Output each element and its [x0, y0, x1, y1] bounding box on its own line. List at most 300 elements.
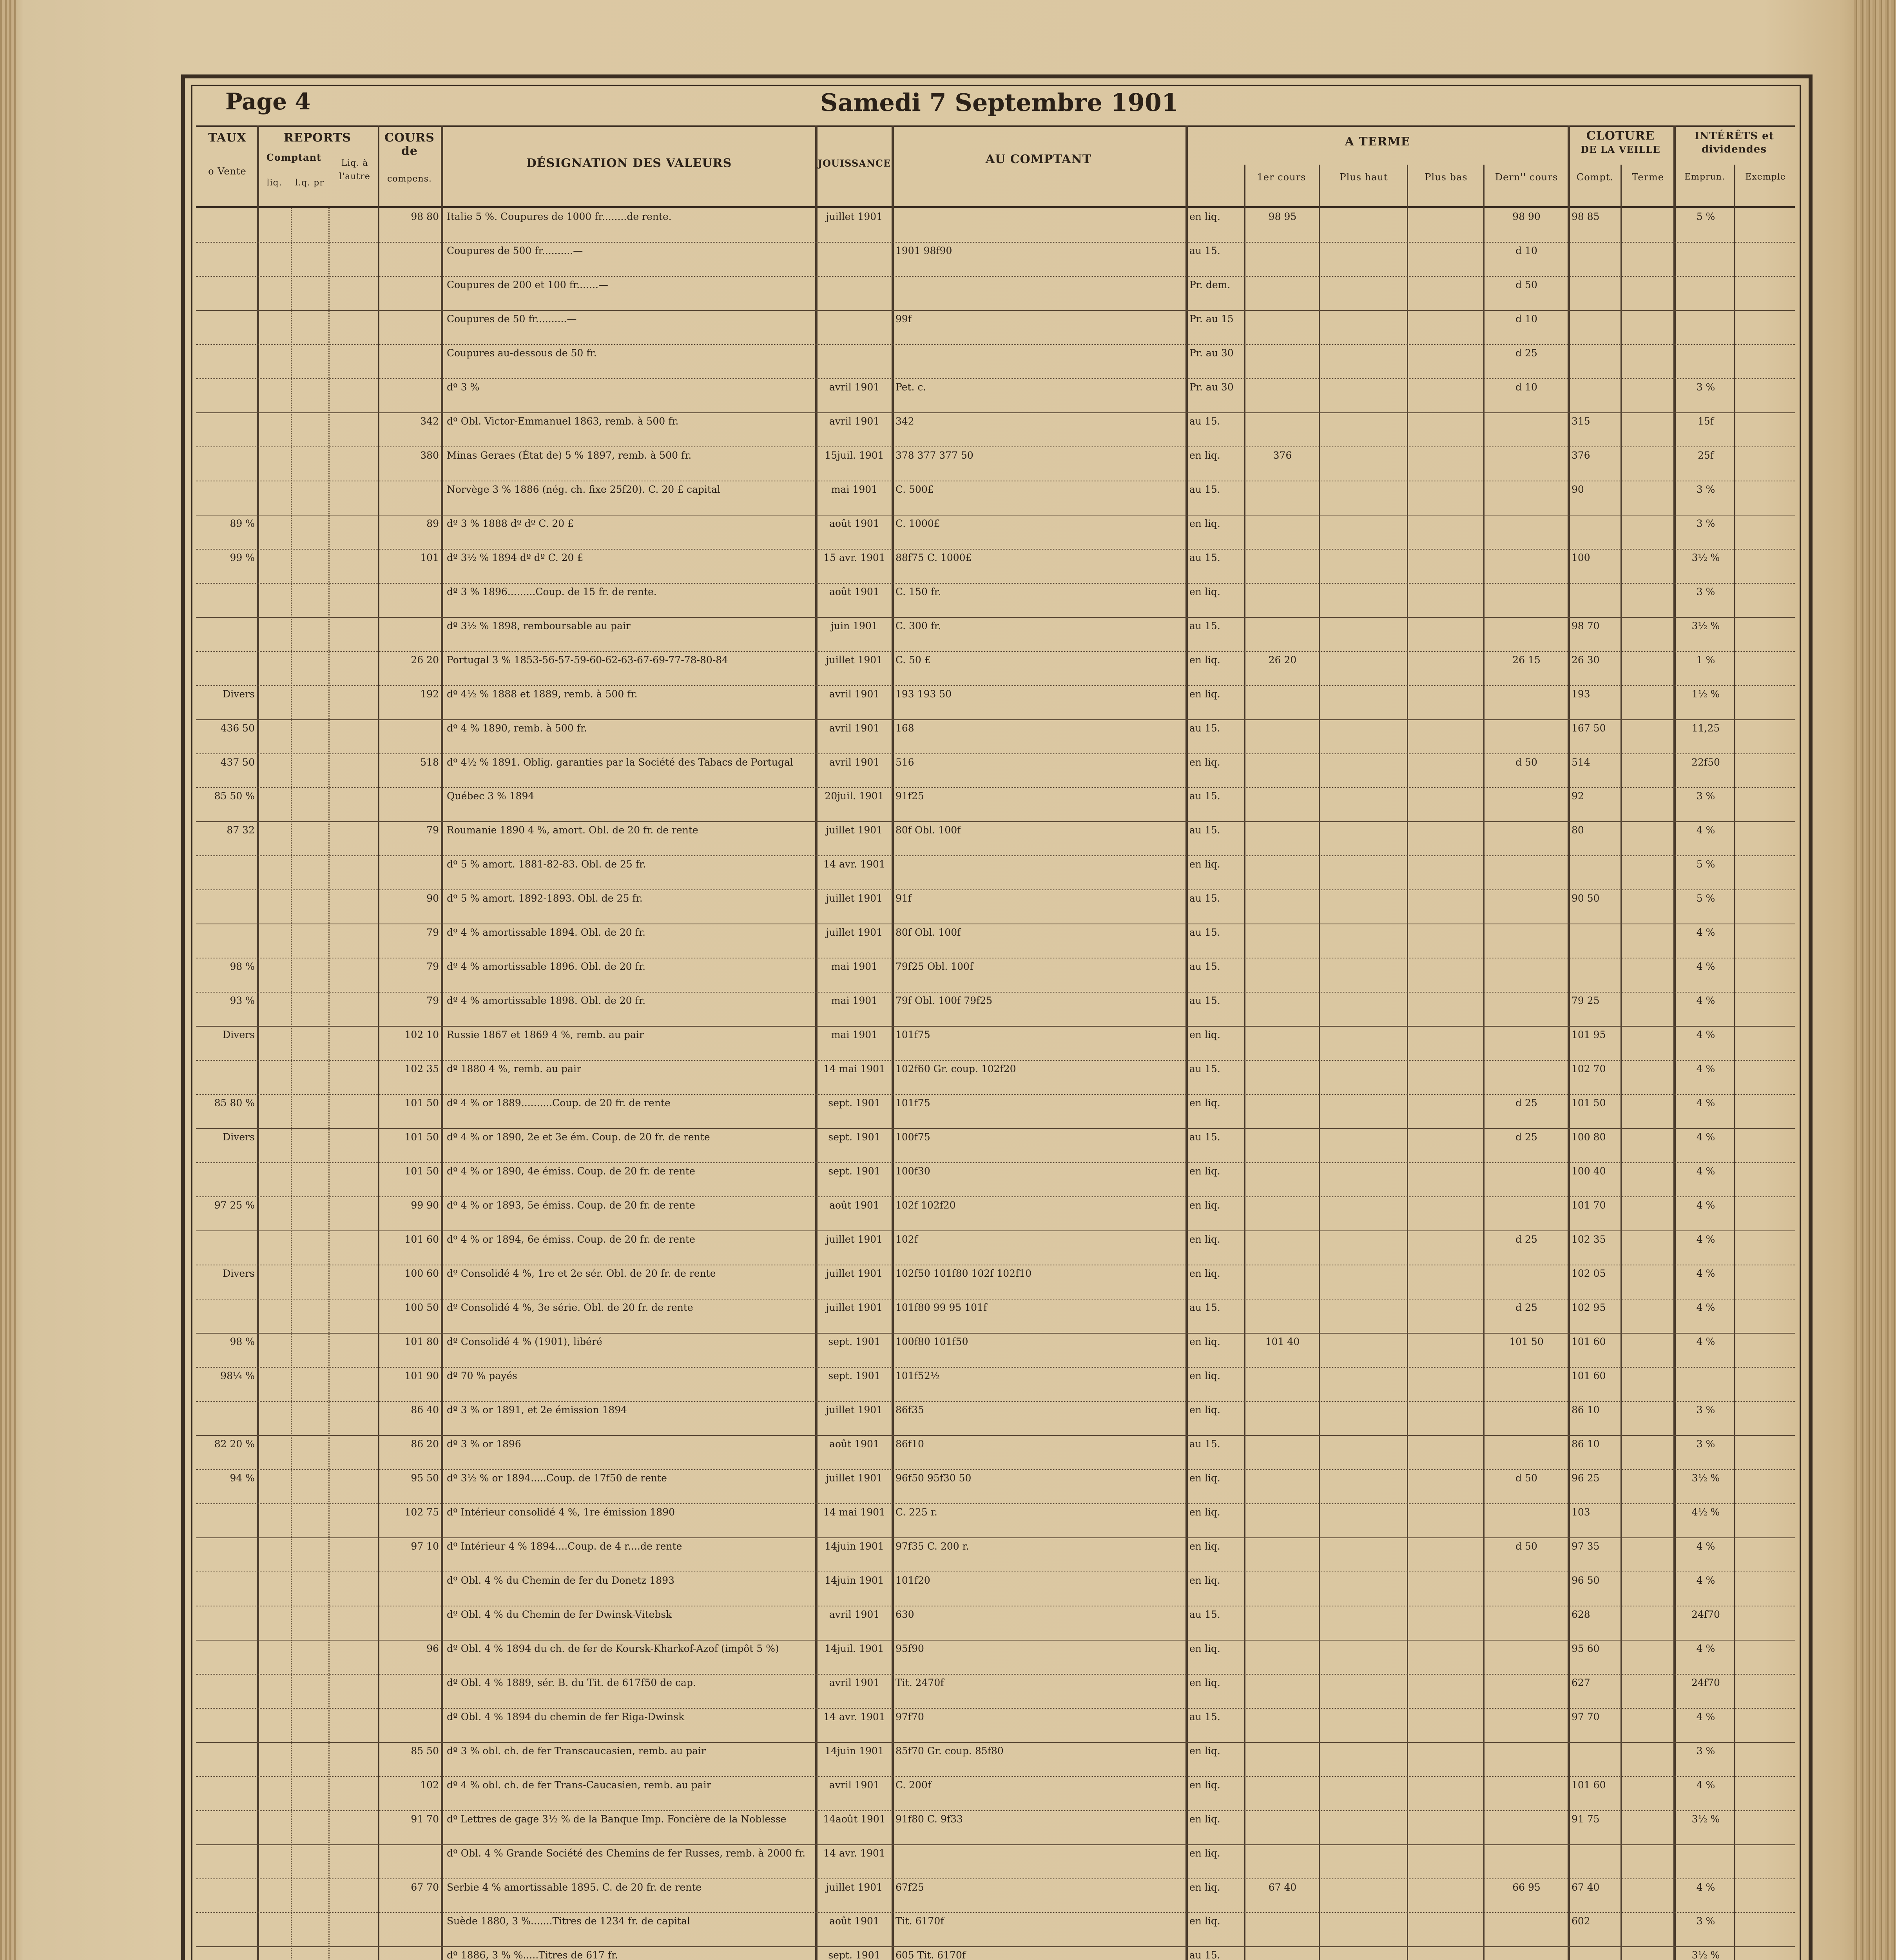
cell-cours: 192 [420, 688, 439, 700]
cell-interet: 4 % [1696, 1234, 1715, 1245]
cell-cloture: 95 60 [1572, 1643, 1600, 1654]
cell-comptant: C. 500£ [895, 484, 934, 495]
cell-interet: 4 % [1696, 1097, 1715, 1109]
cell-taux: 98 % [230, 961, 255, 972]
table-row [196, 1677, 1795, 1711]
cell-comptant: 101f75 [895, 1097, 930, 1109]
cell-premier: 67 40 [1268, 1882, 1297, 1893]
cell-taux: 436 50 [220, 722, 255, 734]
cell-comptant: 101f52½ [895, 1370, 940, 1381]
cell-dernier: d 50 [1515, 279, 1537, 290]
cell-jouissance: 20juil. 1901 [825, 790, 884, 802]
cell-jouissance: avril 1901 [829, 1779, 880, 1791]
row-divider [196, 651, 1795, 652]
cell-dernier: 26 15 [1512, 654, 1541, 666]
table-row [196, 858, 1795, 893]
cell-echeance: en liq. [1189, 1234, 1220, 1245]
cell-cloture: 101 50 [1572, 1097, 1606, 1109]
cell-echeance: au 15. [1189, 1609, 1220, 1620]
cell-echeance: en liq. [1189, 1779, 1220, 1791]
cell-jouissance: juin 1901 [831, 620, 878, 632]
cell-echeance: au 15. [1189, 1711, 1220, 1722]
cell-interet: 24f70 [1691, 1609, 1720, 1620]
cell-designation: dº 1886, 3 % %.....Titres de 617 fr. [447, 1949, 618, 1960]
col-liq-autre: Liq. à l'autre [339, 158, 370, 181]
cell-cours: 90 [426, 893, 439, 904]
cell-comptant: 630 [895, 1609, 914, 1620]
cell-designation: dº Obl. Victor-Emmanuel 1863, remb. à 500 fr. [447, 416, 679, 427]
cell-designation: Roumanie 1890 4 %, amort. Obl. de 20 fr. de rente [447, 824, 698, 836]
cell-echeance: en liq. [1189, 1847, 1220, 1859]
row-divider [196, 992, 1795, 993]
cell-jouissance: 14 avr. 1901 [823, 858, 885, 870]
cell-designation: Suède 1880, 3 %.......Titres de 1234 fr. de capital [447, 1915, 691, 1927]
cell-cours: 79 [426, 927, 439, 938]
cell-echeance: au 15. [1189, 995, 1220, 1006]
cell-cloture: 101 60 [1572, 1370, 1606, 1381]
cell-jouissance: juillet 1901 [826, 1234, 883, 1245]
cell-designation: dº 5 % amort. 1881-82-83. Obl. de 25 fr. [447, 858, 646, 870]
row-divider [196, 344, 1795, 345]
row-divider [196, 1878, 1795, 1879]
cell-designation: Coupures de 200 et 100 fr.......— [447, 279, 608, 290]
cell-cloture: 101 95 [1572, 1029, 1606, 1040]
cell-comptant: 80f Obl. 100f [895, 824, 961, 836]
col-comptant: Comptant [266, 152, 322, 163]
cell-cours: 342 [420, 416, 439, 427]
cell-echeance: en liq. [1189, 1745, 1220, 1757]
cell-comptant: C. 225 r. [895, 1506, 937, 1518]
cell-interet: 3 % [1696, 484, 1715, 495]
cell-interet: 4 % [1696, 1200, 1715, 1211]
cell-cloture: 26 30 [1572, 654, 1600, 666]
cell-designation: dº Consolidé 4 % (1901), libéré [447, 1336, 602, 1347]
cell-designation: Minas Geraes (État de) 5 % 1897, remb. à 500 fr. [447, 450, 692, 461]
row-divider [196, 1026, 1795, 1027]
table-row [196, 1404, 1795, 1438]
row-divider [196, 412, 1795, 413]
row-divider [196, 1844, 1795, 1845]
table-row [196, 1541, 1795, 1575]
cell-comptant: 88f75 C. 1000£ [895, 552, 972, 563]
cell-interet: 4 % [1696, 927, 1715, 938]
cell-cours: 102 75 [404, 1506, 439, 1518]
table-row [196, 1131, 1795, 1165]
table-row [196, 893, 1795, 927]
col-interets: INTÉRÊTS et dividendes [1694, 130, 1774, 155]
cell-jouissance: sept. 1901 [828, 1949, 881, 1960]
table-row [196, 1813, 1795, 1847]
cell-designation: dº Consolidé 4 %, 1re et 2e sér. Obl. de 20 fr. de rente [447, 1268, 716, 1279]
cell-echeance: en liq. [1189, 688, 1220, 700]
cell-cloture: 101 70 [1572, 1200, 1606, 1211]
table-row [196, 245, 1795, 279]
cell-taux: Divers [223, 1268, 255, 1279]
cell-jouissance: 14 mai 1901 [823, 1506, 885, 1518]
table-row [196, 586, 1795, 620]
cell-jouissance: 14juin 1901 [825, 1541, 884, 1552]
cell-designation: dº 4 % amortissable 1894. Obl. de 20 fr. [447, 927, 646, 938]
row-divider [196, 1776, 1795, 1777]
cell-cloture: 103 [1572, 1506, 1590, 1518]
cell-cloture: 100 80 [1572, 1131, 1606, 1143]
row-divider [196, 1230, 1795, 1231]
table-row [196, 1165, 1795, 1200]
cell-cloture: 102 70 [1572, 1063, 1606, 1074]
row-divider [196, 1367, 1795, 1368]
cell-cours: 102 [420, 1779, 439, 1791]
cell-designation: dº 3 % [447, 381, 480, 393]
cell-designation: dº Consolidé 4 %, 3e série. Obl. de 20 fr. de rente [447, 1302, 693, 1313]
col-terme: Terme [1632, 172, 1664, 183]
cell-designation: Coupures de 50 fr..........— [447, 313, 577, 325]
cell-echeance: en liq. [1189, 1268, 1220, 1279]
cell-comptant: 101f80 99 95 101f [895, 1302, 987, 1313]
cell-jouissance: juillet 1901 [826, 1472, 883, 1484]
table-row [196, 381, 1795, 416]
cell-taux: Divers [223, 688, 255, 700]
cell-cloture: 98 70 [1572, 620, 1600, 632]
cell-premier: 376 [1273, 450, 1292, 461]
cell-premier: 101 40 [1265, 1336, 1300, 1347]
cell-echeance: au 15. [1189, 1063, 1220, 1074]
cell-comptant: C. 200f [895, 1779, 932, 1791]
cell-jouissance: avril 1901 [829, 1677, 880, 1688]
cell-interet: 11,25 [1691, 722, 1720, 734]
table-row [196, 347, 1795, 381]
col-empruns: Emprun. [1684, 172, 1725, 182]
row-divider [196, 1912, 1795, 1913]
cell-designation: Italie 5 %. Coupures de 1000 fr........de rente. [447, 211, 672, 222]
table-row [196, 1370, 1795, 1404]
cell-interet: 3½ % [1691, 620, 1720, 632]
col-taux: TAUX [208, 131, 247, 145]
page-date: Samedi 7 Septembre 1901 [820, 88, 1179, 117]
row-divider [196, 242, 1795, 243]
table-row [196, 1882, 1795, 1916]
row-divider [196, 1469, 1795, 1470]
cell-comptant: 86f10 [895, 1438, 924, 1450]
cell-interet: 1½ % [1691, 688, 1720, 700]
cell-echeance: en liq. [1189, 1200, 1220, 1211]
cell-dernier: d 10 [1515, 381, 1537, 393]
cell-designation: dº Intérieur consolidé 4 %, 1re émission 1890 [447, 1506, 675, 1518]
cell-designation: Serbie 4 % amortissable 1895. C. de 20 fr. de rente [447, 1882, 702, 1893]
row-divider [196, 1196, 1795, 1197]
cell-comptant: 378 377 377 50 [895, 450, 973, 461]
cell-echeance: en liq. [1189, 1643, 1220, 1654]
cell-designation: dº Obl. 4 % du Chemin de fer Dwinsk-Vitebsk [447, 1609, 672, 1620]
table-row [196, 1302, 1795, 1336]
cell-jouissance: sept. 1901 [828, 1336, 881, 1347]
cell-interet: 3 % [1696, 1404, 1715, 1416]
row-divider [196, 1401, 1795, 1402]
col-reports: REPORTS [284, 131, 351, 145]
cell-comptant: 79f Obl. 100f 79f25 [895, 995, 993, 1006]
row-divider [196, 1162, 1795, 1163]
cell-echeance: en liq. [1189, 1677, 1220, 1688]
cell-jouissance: 14juin 1901 [825, 1745, 884, 1757]
row-divider [196, 1810, 1795, 1811]
cell-interet: 4 % [1696, 1541, 1715, 1552]
cell-interet: 25f [1697, 450, 1714, 461]
cell-cloture: 91 75 [1572, 1813, 1600, 1825]
cell-cours: 101 80 [404, 1336, 439, 1347]
cell-jouissance: sept. 1901 [828, 1165, 881, 1177]
cell-cloture: 193 [1572, 688, 1590, 700]
cell-echeance: en liq. [1189, 858, 1220, 870]
cell-jouissance: juillet 1901 [826, 893, 883, 904]
table-row [196, 961, 1795, 995]
cell-cours: 86 40 [411, 1404, 439, 1416]
cell-designation: dº 4 % amortissable 1896. Obl. de 20 fr. [447, 961, 646, 972]
cell-jouissance: 14 mai 1901 [823, 1063, 885, 1074]
cell-cloture: 97 35 [1572, 1541, 1600, 1552]
cell-designation: dº Obl. 4 % 1894 du chemin de fer Riga-Dwinsk [447, 1711, 685, 1722]
cell-echeance: en liq. [1189, 1575, 1220, 1586]
cell-comptant: 102f50 101f80 102f 102f10 [895, 1268, 1032, 1279]
cell-comptant: 80f Obl. 100f [895, 927, 961, 938]
cell-jouissance: 14 avr. 1901 [823, 1847, 885, 1859]
cell-designation: Québec 3 % 1894 [447, 790, 535, 802]
cell-jouissance: 15 avr. 1901 [823, 552, 885, 563]
cell-interet: 4 % [1696, 1882, 1715, 1893]
table-row [196, 1063, 1795, 1097]
cell-designation: dº 3½ % or 1894.....Coup. de 17f50 de rente [447, 1472, 667, 1484]
row-divider [196, 1503, 1795, 1504]
table-row [196, 1847, 1795, 1882]
cell-echeance: au 15. [1189, 893, 1220, 904]
cell-designation: dº 3 % 1896.........Coup. de 15 fr. de rente. [447, 586, 657, 597]
cell-jouissance: 14juin 1901 [825, 1575, 884, 1586]
book-binding [1854, 0, 1896, 1960]
cell-echeance: en liq. [1189, 211, 1220, 222]
cell-cloture: 602 [1572, 1915, 1590, 1927]
cell-echeance: au 15. [1189, 245, 1220, 256]
cell-cours: 26 20 [411, 654, 439, 666]
cell-cours: 100 60 [404, 1268, 439, 1279]
cell-dernier: d 25 [1515, 1302, 1537, 1313]
cell-jouissance: mai 1901 [831, 961, 878, 972]
table-row [196, 1609, 1795, 1643]
cell-comptant: 102f [895, 1234, 918, 1245]
cell-cloture: 80 [1572, 824, 1584, 836]
table-row [196, 790, 1795, 824]
table-row [196, 1268, 1795, 1302]
cell-cloture: 92 [1572, 790, 1584, 802]
cell-dernier: d 25 [1515, 1097, 1537, 1109]
cell-cours: 67 70 [411, 1882, 439, 1893]
table-row [196, 1506, 1795, 1541]
cell-comptant: 102f 102f20 [895, 1200, 956, 1211]
cell-interet: 3½ % [1691, 1472, 1720, 1484]
col-liq: liq. [266, 178, 282, 188]
cell-jouissance: août 1901 [829, 1438, 879, 1450]
cell-jouissance: avril 1901 [829, 381, 880, 393]
cell-jouissance: 15juil. 1901 [825, 450, 884, 461]
cell-designation: dº 4 % or 1889..........Coup. de 20 fr. de rente [447, 1097, 671, 1109]
cell-taux: 98¼ % [220, 1370, 255, 1381]
col-cours: COURS de [384, 131, 435, 158]
cell-cloture: 376 [1572, 450, 1590, 461]
cell-cours: 101 60 [404, 1234, 439, 1245]
cell-cours: 85 50 [411, 1745, 439, 1757]
cell-interet: 3 % [1696, 790, 1715, 802]
cell-jouissance: avril 1901 [829, 416, 880, 427]
cell-taux: 85 80 % [214, 1097, 255, 1109]
cell-cours: 89 [426, 518, 439, 529]
row-divider [196, 1708, 1795, 1709]
cell-taux: 93 % [230, 995, 255, 1006]
table-row [196, 1097, 1795, 1131]
cell-cloture: 96 50 [1572, 1575, 1600, 1586]
cell-cloture: 100 [1572, 552, 1590, 563]
cell-cloture: 86 10 [1572, 1404, 1600, 1416]
cell-cloture: 100 40 [1572, 1165, 1606, 1177]
cell-jouissance: juillet 1901 [826, 211, 883, 222]
cell-taux: 89 % [230, 518, 255, 529]
cell-cours: 101 50 [404, 1165, 439, 1177]
row-divider [196, 1060, 1795, 1061]
table-row [196, 450, 1795, 484]
cell-cloture: 102 05 [1572, 1268, 1606, 1279]
cell-interet: 1 % [1696, 654, 1715, 666]
cell-echeance: en liq. [1189, 1813, 1220, 1825]
cell-designation: dº Obl. 4 % 1894 du ch. de fer de Koursk-Kharkof-Azof (impôt 5 %) [447, 1643, 779, 1654]
cell-cloture: 102 95 [1572, 1302, 1606, 1313]
cell-echeance: au 15. [1189, 484, 1220, 495]
cell-cloture: 102 35 [1572, 1234, 1606, 1245]
cell-interet: 4 % [1696, 1131, 1715, 1143]
cell-dernier: d 10 [1515, 313, 1537, 325]
cell-interet: 24f70 [1691, 1677, 1720, 1688]
cell-echeance: au 15. [1189, 961, 1220, 972]
row-divider [196, 583, 1795, 584]
cell-comptant: C. 50 £ [895, 654, 931, 666]
table-row [196, 211, 1795, 245]
cell-echeance: en liq. [1189, 1165, 1220, 1177]
cell-interet: 3 % [1696, 1438, 1715, 1450]
cell-comptant: 1901 98f90 [895, 245, 952, 256]
cell-echeance: au 15. [1189, 620, 1220, 632]
table-row [196, 416, 1795, 450]
cell-jouissance: juillet 1901 [826, 1268, 883, 1279]
cell-cloture: 167 50 [1572, 722, 1606, 734]
cell-jouissance: sept. 1901 [828, 1131, 881, 1143]
cell-designation: dº Lettres de gage 3½ % de la Banque Imp. Foncière de la Noblesse [447, 1813, 787, 1825]
cell-dernier: d 10 [1515, 245, 1537, 256]
cell-cours: 100 50 [404, 1302, 439, 1313]
cell-comptant: Pet. c. [895, 381, 926, 393]
cell-comptant: 96f50 95f30 50 [895, 1472, 972, 1484]
cell-cloture: 90 50 [1572, 893, 1600, 904]
cell-cours: 101 50 [404, 1097, 439, 1109]
cell-jouissance: juillet 1901 [826, 1302, 883, 1313]
cell-dernier: d 25 [1515, 1131, 1537, 1143]
cell-comptant: 193 193 50 [895, 688, 952, 700]
cell-premier: 98 95 [1268, 211, 1297, 222]
table-row [196, 824, 1795, 858]
table-row [196, 1200, 1795, 1234]
cell-designation: dº Obl. 4 % 1889, sér. B. du Tit. de 617f50 de cap. [447, 1677, 696, 1688]
cell-comptant: 79f25 Obl. 100f [895, 961, 973, 972]
row-divider [196, 753, 1795, 754]
cell-comptant: 516 [895, 757, 914, 768]
table-row [196, 1745, 1795, 1779]
cell-cloture: 628 [1572, 1609, 1590, 1620]
cell-echeance: en liq. [1189, 1506, 1220, 1518]
cell-cloture: 96 25 [1572, 1472, 1600, 1484]
cell-jouissance: avril 1901 [829, 688, 880, 700]
cell-comptant: Tit. 6170f [895, 1915, 944, 1927]
cell-jouissance: juillet 1901 [826, 654, 883, 666]
cell-interet: 15f [1697, 416, 1714, 427]
cell-interet: 3 % [1696, 518, 1715, 529]
cell-designation: dº 4 % or 1890, 4e émiss. Coup. de 20 fr. de rente [447, 1165, 695, 1177]
row-divider [196, 685, 1795, 686]
cell-interet: 4 % [1696, 1165, 1715, 1177]
table-row [196, 757, 1795, 791]
cell-comptant: 97f70 [895, 1711, 924, 1722]
cell-designation: dº 4 % or 1894, 6e émiss. Coup. de 20 fr. de rente [447, 1234, 695, 1245]
cell-echeance: au 15. [1189, 824, 1220, 836]
cell-cloture: 98 85 [1572, 211, 1600, 222]
cell-designation: Coupures au-dessous de 50 fr. [447, 347, 597, 359]
cell-comptant: 100f80 101f50 [895, 1336, 968, 1347]
cell-designation: dº 3½ % 1898, remboursable au pair [447, 620, 631, 632]
col-designation: DÉSIGNATION DES VALEURS [526, 156, 732, 170]
cell-cloture: 97 70 [1572, 1711, 1600, 1722]
col-compt: Compt. [1576, 172, 1614, 183]
cell-interet: 3 % [1696, 1915, 1715, 1927]
table-row [196, 313, 1795, 347]
row-divider [196, 1946, 1795, 1947]
page-number: Page 4 [225, 88, 311, 115]
cell-echeance: en liq. [1189, 1370, 1220, 1381]
cell-echeance: en liq. [1189, 586, 1220, 597]
cell-dernier: d 25 [1515, 1234, 1537, 1245]
table-row [196, 518, 1795, 552]
cell-cours: 101 90 [404, 1370, 439, 1381]
cell-comptant: 101f20 [895, 1575, 930, 1586]
cell-echeance: au 15. [1189, 790, 1220, 802]
cell-interet: 5 % [1696, 858, 1715, 870]
cell-taux: Divers [223, 1029, 255, 1040]
cell-echeance: en liq. [1189, 1336, 1220, 1347]
cell-interet: 4½ % [1691, 1506, 1720, 1518]
table-row [196, 1234, 1795, 1268]
cell-designation: dº 4 % or 1893, 5e émiss. Coup. de 20 fr. de rente [447, 1200, 695, 1211]
row-divider [196, 1742, 1795, 1743]
cell-jouissance: août 1901 [829, 1915, 879, 1927]
cell-interet: 3 % [1696, 1745, 1715, 1757]
cell-designation: dº 4 % or 1890, 2e et 3e ém. Coup. de 20 fr. de rente [447, 1131, 710, 1143]
cell-jouissance: mai 1901 [831, 995, 878, 1006]
table-row [196, 1029, 1795, 1063]
cell-designation: dº 4 % amortissable 1898. Obl. de 20 fr. [447, 995, 646, 1006]
table-row [196, 279, 1795, 313]
cell-designation: dº 4½ % 1891. Oblig. garanties par la Société des Tabacs de Portugal [447, 757, 793, 768]
cell-taux: 98 % [230, 1336, 255, 1347]
cell-dernier: 66 95 [1512, 1882, 1541, 1893]
cell-echeance: en liq. [1189, 1097, 1220, 1109]
cell-echeance: en liq. [1189, 1404, 1220, 1416]
cell-echeance: au 15. [1189, 1302, 1220, 1313]
cell-interet: 3½ % [1691, 1949, 1720, 1960]
cell-interet: 3 % [1696, 586, 1715, 597]
cell-comptant: 95f90 [895, 1643, 924, 1654]
cell-designation: Norvège 3 % 1886 (nég. ch. fixe 25f20). C. 20 £ capital [447, 484, 720, 495]
